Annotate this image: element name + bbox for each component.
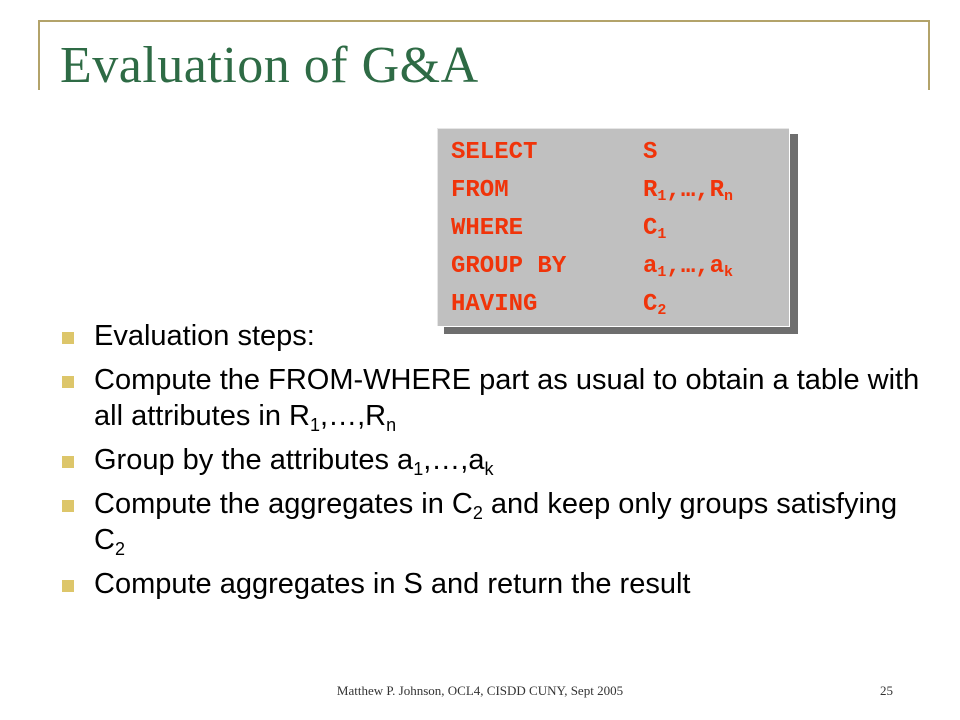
sql-argument: $C_1$ bbox=[643, 215, 667, 243]
bullet-list bbox=[60, 318, 920, 610]
bullet-square-icon bbox=[62, 456, 74, 468]
frame-right-line bbox=[928, 20, 930, 90]
bullet-square-icon bbox=[62, 580, 74, 592]
bullet-item: Compute aggregates in S and return the result bbox=[60, 566, 920, 602]
bullet-item: Group by the attributes $a_1,\dots,a_k$ bbox=[60, 442, 920, 478]
bullet-square-icon bbox=[62, 332, 74, 344]
sql-argument: S bbox=[643, 139, 658, 166]
sql-argument: $R_1,\dots,R_n$ bbox=[643, 177, 734, 205]
sql-query-box bbox=[436, 127, 790, 327]
bullet-square-icon bbox=[62, 500, 74, 512]
bullet-item: Compute the aggregates in $C_2$ and keep only groups satisfying $C_2$ bbox=[60, 486, 920, 558]
slide-title: Evaluation of G&A bbox=[60, 37, 479, 94]
sql-argument: $C_2$ bbox=[643, 291, 667, 319]
sql-argument: $a_1,\dots,a_k$ bbox=[643, 253, 734, 281]
bullet-item: Compute the FROM-WHERE part as usual to obtain a table with all attributes in $R_1,\dots,R_n$ bbox=[60, 362, 920, 434]
footer-credit: Matthew P. Johnson, OCL4, CISDD CUNY, Sept 2005 bbox=[336, 683, 624, 698]
sql-keyword: WHERE bbox=[451, 215, 524, 242]
sql-keyword: HAVING bbox=[451, 291, 538, 318]
page-number: 25 bbox=[880, 683, 893, 698]
bullet-item: Evaluation steps: bbox=[60, 318, 920, 354]
sql-keyword: FROM bbox=[451, 177, 509, 204]
frame-left-line bbox=[38, 20, 40, 90]
sql-keyword: SELECT bbox=[451, 139, 538, 166]
sql-keyword: GROUP BY bbox=[451, 253, 567, 280]
frame-top-line bbox=[38, 20, 930, 22]
bullet-square-icon bbox=[62, 376, 74, 388]
